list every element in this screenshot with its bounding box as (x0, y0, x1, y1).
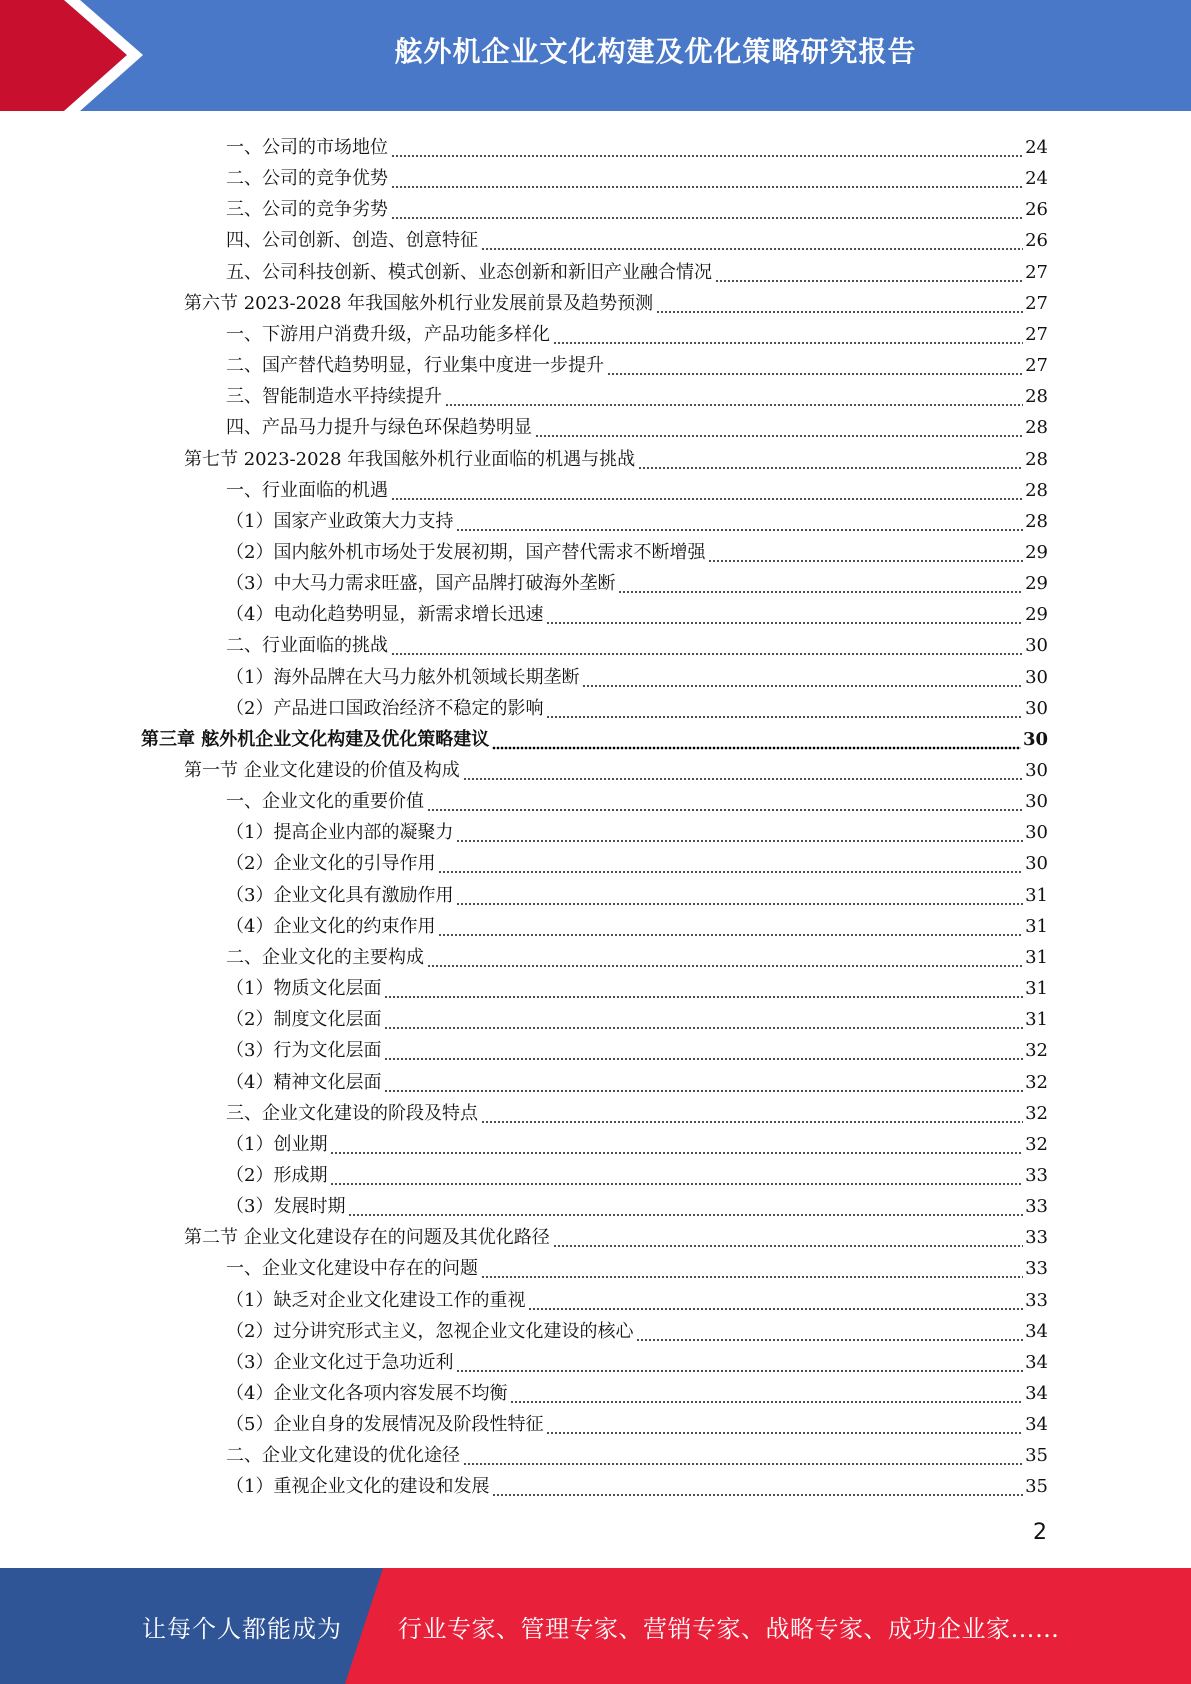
toc-dot-leader (438, 916, 1023, 938)
toc-dot-leader (553, 1227, 1023, 1249)
toc-entry-page: 31 (1025, 946, 1048, 968)
toc-entry[interactable] (226, 377, 1048, 408)
toc-entry[interactable] (226, 1125, 1048, 1156)
toc-entry[interactable] (226, 1343, 1048, 1374)
toc-entry[interactable] (226, 907, 1048, 938)
toc-entry[interactable] (226, 689, 1048, 720)
toc-entry-title: 四、公司创新、创造、创意特征 (226, 230, 478, 252)
toc-dot-leader (463, 1445, 1023, 1467)
toc-entry-title: 第二节 企业文化建设存在的问题及其优化路径 (184, 1227, 550, 1249)
toc-dot-leader (546, 698, 1023, 720)
toc-entry-page: 28 (1025, 417, 1048, 439)
toc-entry-page: 32 (1025, 1102, 1048, 1124)
toc-entry-page: 26 (1025, 230, 1048, 252)
toc-entry[interactable] (184, 751, 1048, 782)
toc-entry-title: 二、行业面临的挑战 (226, 635, 388, 657)
toc-entry-title: （4）电动化趋势明显，新需求增长迅速 (226, 604, 544, 626)
toc-entry-title: （1）缺乏对企业文化建设工作的重视 (226, 1289, 526, 1311)
footer-slogan-left: 让每个人都能成为 (142, 1614, 342, 1643)
toc-entry[interactable] (226, 128, 1048, 159)
toc-dot-leader (535, 417, 1023, 439)
toc-entry[interactable] (226, 1312, 1048, 1343)
toc-entry-page: 28 (1025, 386, 1048, 408)
toc-entry-title: （1）海外品牌在大马力舷外机领域长期垄断 (226, 666, 580, 688)
toc-entry-page: 32 (1025, 1040, 1048, 1062)
toc-dot-leader (510, 1383, 1023, 1405)
toc-entry-title: （2）企业文化的引导作用 (226, 853, 436, 875)
toc-entry-title: （3）企业文化具有激励作用 (226, 884, 454, 906)
toc-entry-title: （5）企业自身的发展情况及阶段性特征 (226, 1414, 544, 1436)
toc-entry-title: （4）企业文化各项内容发展不均衡 (226, 1383, 508, 1404)
toc-entry-page: 24 (1025, 137, 1048, 158)
toc-dot-leader (492, 1476, 1023, 1498)
page-footer (0, 1568, 1191, 1684)
report-title: 舷外机企业文化构建及优化策略研究报告 (394, 35, 917, 68)
toc-entry-page: 30 (1025, 666, 1048, 688)
toc-entry-page: 29 (1025, 541, 1048, 563)
page-header (0, 0, 1191, 111)
toc-entry-page: 28 (1025, 510, 1048, 532)
toc-entry[interactable] (226, 1467, 1048, 1498)
toc-entry-title: （2）过分讲究形式主义，忽视企业文化建设的核心 (226, 1320, 634, 1342)
toc-entry-page: 33 (1025, 1258, 1048, 1280)
toc-entry[interactable] (226, 408, 1048, 439)
toc-entry-page: 30 (1025, 853, 1048, 875)
toc-entry-title: 一、行业面临的机遇 (226, 479, 388, 501)
page-number: 2 (1033, 1520, 1047, 1545)
toc-entry-title: （1）创业期 (226, 1133, 328, 1155)
toc-entry-title: 一、企业文化建设中存在的问题 (226, 1258, 478, 1280)
toc-entry-title: 第三章 舷外机企业文化构建及优化策略建议 (141, 728, 490, 750)
toc-entry[interactable] (226, 844, 1048, 875)
toc-entry[interactable] (226, 595, 1048, 626)
toc-entry-page: 31 (1025, 1009, 1048, 1031)
toc-entry-title: 二、企业文化的主要构成 (226, 946, 424, 968)
toc-entry-title: 三、企业文化建设的阶段及特点 (226, 1102, 478, 1124)
toc-entry-title: （4）企业文化的约束作用 (226, 915, 436, 937)
toc-entry[interactable] (226, 969, 1048, 1000)
toc-entry-title: 一、下游用户消费升级，产品功能多样化 (226, 323, 550, 345)
toc-dot-leader (348, 1196, 1023, 1218)
toc-entry-title: 第六节 2023-2028 年我国舷外机行业发展前景及趋势预测 (184, 292, 654, 314)
toc-entry-page: 27 (1025, 323, 1048, 345)
toc-entry[interactable] (226, 626, 1048, 657)
toc-dot-leader (391, 635, 1023, 657)
toc-entry-page: 24 (1025, 168, 1048, 190)
toc-entry-page: 30 (1025, 697, 1048, 719)
toc-entry[interactable] (184, 440, 1048, 471)
toc-dot-leader (438, 853, 1023, 875)
toc-entry-page: 30 (1025, 635, 1048, 657)
toc-entry[interactable] (226, 938, 1048, 969)
toc-dot-leader (618, 573, 1023, 595)
toc-entry-page: 29 (1025, 573, 1048, 595)
toc-entry-page: 34 (1025, 1351, 1048, 1373)
toc-entry-page: 32 (1025, 1133, 1048, 1155)
toc-entry-title: 四、产品马力提升与绿色环保趋势明显 (226, 417, 532, 439)
toc-dot-leader (456, 511, 1023, 533)
toc-entry-page: 35 (1025, 1445, 1048, 1467)
toc-entry-page: 30 (1025, 760, 1048, 781)
toc-entry-page: 33 (1025, 1164, 1048, 1186)
toc-entry-title: 五、公司科技创新、模式创新、业态创新和新旧产业融合情况 (226, 261, 712, 283)
toc-dot-leader (456, 885, 1023, 907)
toc-entry[interactable] (226, 1000, 1048, 1031)
toc-entry-title: （2）制度文化层面 (226, 1009, 382, 1031)
toc-dot-leader (656, 293, 1023, 315)
toc-entry-page: 31 (1025, 978, 1048, 1000)
toc-dot-leader (553, 324, 1023, 346)
toc-entry[interactable] (226, 253, 1048, 284)
toc-entry-title: （1）提高企业内部的凝聚力 (226, 822, 454, 844)
toc-dot-leader (638, 449, 1023, 471)
toc-entry-page: 28 (1025, 448, 1048, 470)
toc-entry-title: 二、公司的竞争优势 (226, 168, 388, 190)
toc-dot-leader (384, 1040, 1023, 1062)
toc-entry[interactable] (226, 1374, 1048, 1405)
toc-entry-title: （1）国家产业政策大力支持 (226, 510, 454, 532)
toc-entry-page: 30 (1022, 728, 1048, 750)
toc-entry-page: 31 (1025, 915, 1048, 937)
toc-dot-leader (391, 137, 1023, 159)
toc-entry[interactable] (226, 813, 1048, 844)
toc-entry-title: （3）行为文化层面 (226, 1040, 382, 1062)
toc-entry-page: 35 (1025, 1476, 1048, 1498)
toc-dot-leader (391, 168, 1023, 190)
toc-entry[interactable] (226, 315, 1048, 346)
toc-entry[interactable] (226, 471, 1048, 502)
toc-entry-page: 30 (1025, 822, 1048, 844)
toc-entry-page: 31 (1025, 884, 1048, 906)
toc-entry[interactable] (226, 1156, 1048, 1187)
toc-entry-title: 三、公司的竞争劣势 (226, 199, 388, 221)
toc-entry-page: 34 (1025, 1320, 1048, 1342)
toc-dot-leader (546, 1414, 1023, 1436)
toc-entry-page: 30 (1025, 791, 1048, 813)
toc-entry[interactable] (226, 1436, 1048, 1467)
toc-dot-leader (445, 386, 1023, 408)
toc-entry[interactable] (226, 1249, 1048, 1280)
toc-dot-leader (528, 1290, 1023, 1312)
toc-entry-page: 29 (1025, 604, 1048, 626)
toc-entry-title: 三、智能制造水平持续提升 (226, 386, 442, 408)
toc-dot-leader (715, 262, 1023, 284)
toc-entry[interactable] (226, 1031, 1048, 1062)
toc-entry-title: （4）精神文化层面 (226, 1071, 382, 1093)
toc-entry-title: （1）物质文化层面 (226, 978, 382, 1000)
toc-entry-title: 一、公司的市场地位 (226, 137, 388, 158)
toc-entry[interactable] (226, 564, 1048, 595)
toc-entry-page: 28 (1025, 479, 1048, 501)
toc-entry-title: 二、企业文化建设的优化途径 (226, 1445, 460, 1467)
toc-entry-page: 26 (1025, 199, 1048, 221)
toc-entry-title: 第七节 2023-2028 年我国舷外机行业面临的机遇与挑战 (184, 448, 636, 470)
toc-entry[interactable] (226, 1063, 1048, 1094)
toc-entry-title: （2）形成期 (226, 1164, 328, 1186)
toc-entry-title: （2）产品进口国政治经济不稳定的影响 (226, 697, 544, 719)
toc-entry-page: 33 (1025, 1196, 1048, 1218)
toc-dot-leader (391, 199, 1023, 221)
header-red-arrow-decoration (0, 0, 150, 111)
toc-dot-leader (636, 1321, 1023, 1343)
toc-dot-leader (384, 1009, 1023, 1031)
toc-dot-leader (582, 667, 1023, 689)
toc-entry-title: 二、国产替代趋势明显，行业集中度进一步提升 (226, 355, 604, 377)
toc-entry[interactable] (226, 221, 1048, 252)
toc-entry-page: 34 (1025, 1383, 1048, 1404)
toc-entry-page: 27 (1025, 261, 1048, 283)
toc-entry[interactable] (226, 658, 1048, 689)
toc-dot-leader (427, 947, 1023, 969)
toc-entry-page: 27 (1025, 355, 1048, 377)
toc-entry[interactable] (184, 284, 1048, 315)
toc-entry-page: 33 (1025, 1227, 1048, 1249)
toc-dot-leader (607, 355, 1023, 377)
toc-entry[interactable] (226, 876, 1048, 907)
toc-entry-title: 第一节 企业文化建设的价值及构成 (184, 760, 460, 781)
toc-dot-leader (456, 1352, 1023, 1374)
toc-entry-title: （3）中大马力需求旺盛，国产品牌打破海外垄断 (226, 573, 616, 595)
toc-entry[interactable] (141, 720, 1048, 751)
toc-dot-leader (427, 791, 1023, 813)
toc-entry[interactable] (226, 502, 1048, 533)
toc-dot-leader (456, 822, 1023, 844)
toc-entry-page: 34 (1025, 1414, 1048, 1436)
toc-entry[interactable] (226, 1094, 1048, 1125)
toc-entry-page: 27 (1025, 292, 1048, 314)
toc-dot-leader (546, 604, 1023, 626)
toc-entry[interactable] (226, 159, 1048, 190)
toc-entry-title: （3）企业文化过于急功近利 (226, 1351, 454, 1373)
toc-dot-leader (330, 1165, 1023, 1187)
toc-entry[interactable] (226, 1281, 1048, 1312)
toc-dot-leader (481, 1258, 1023, 1280)
toc-dot-leader (330, 1134, 1023, 1156)
toc-dot-leader (481, 1103, 1023, 1125)
toc-entry[interactable] (226, 190, 1048, 221)
toc-dot-leader (481, 230, 1023, 252)
toc-entry-title: （1）重视企业文化的建设和发展 (226, 1476, 490, 1498)
toc-entry[interactable] (226, 346, 1048, 377)
toc-entry-title: （2）国内舷外机市场处于发展初期，国产替代需求不断增强 (226, 541, 706, 563)
toc-dot-leader (708, 542, 1023, 564)
toc-entry[interactable] (184, 1218, 1048, 1249)
toc-entry-title: （3）发展时期 (226, 1196, 346, 1218)
toc-dot-leader (492, 729, 1021, 751)
toc-entry[interactable] (226, 1187, 1048, 1218)
toc-entry-page: 32 (1025, 1071, 1048, 1093)
toc-entry[interactable] (226, 1405, 1048, 1436)
toc-entry-title: 一、企业文化的重要价值 (226, 791, 424, 813)
toc-entry-page: 33 (1025, 1289, 1048, 1311)
toc-dot-leader (384, 1072, 1023, 1094)
footer-slogan-right: 行业专家、管理专家、营销专家、战略专家、成功企业家…… (398, 1614, 1060, 1643)
toc-dot-leader (391, 480, 1023, 502)
toc-entry[interactable] (226, 782, 1048, 813)
toc-dot-leader (463, 760, 1023, 782)
toc-dot-leader (384, 978, 1023, 1000)
toc-entry[interactable] (226, 533, 1048, 564)
